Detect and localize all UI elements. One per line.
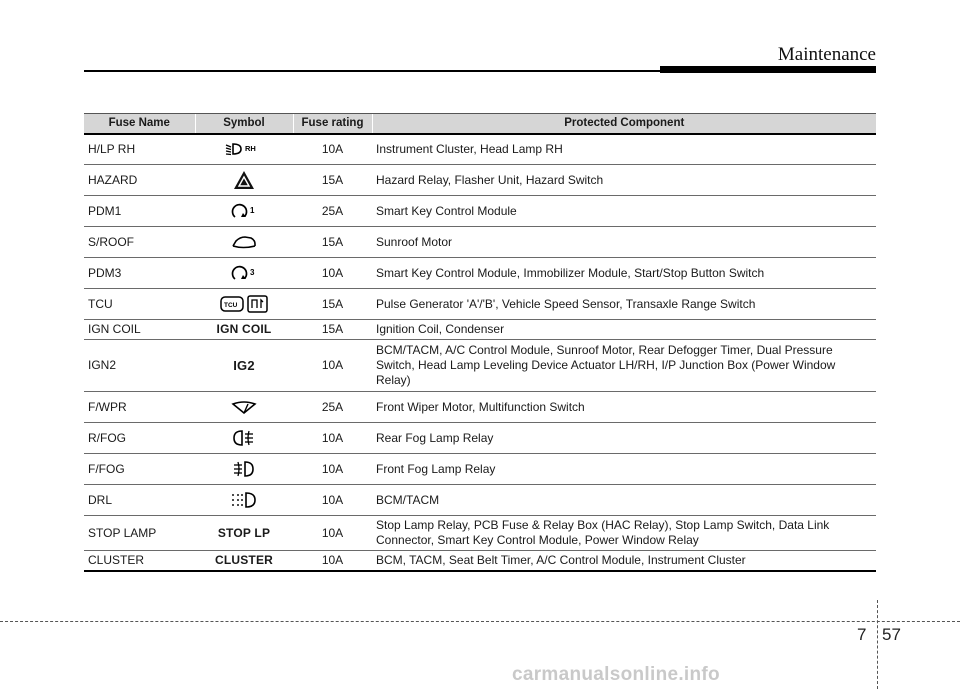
fuse-symbol	[195, 227, 293, 258]
header-rule-bold	[660, 66, 876, 73]
symbol-label: RH	[245, 144, 256, 154]
header-rule	[84, 70, 664, 72]
fuse-symbol	[195, 289, 293, 320]
fuse-symbol	[195, 165, 293, 196]
watermark: carmanualsonline.info	[512, 664, 720, 685]
column-header-symbol: Symbol	[195, 114, 293, 134]
fuse-symbol	[195, 134, 293, 165]
table-row	[84, 485, 876, 516]
table-row	[84, 289, 876, 320]
fuse-symbol	[195, 392, 293, 423]
sunroof-icon	[231, 234, 257, 250]
footer-divider	[877, 600, 878, 689]
fuse-symbol	[195, 516, 293, 551]
symbol-label: TCU	[224, 302, 238, 309]
fuse-name: F/WPR	[84, 392, 195, 423]
front-fog-icon	[231, 460, 257, 478]
protected-component: BCM, TACM, Seat Belt Timer, A/C Control Module, Instrument Cluster	[372, 551, 876, 572]
protected-component: Front Wiper Motor, Multifunction Switch	[372, 392, 876, 423]
table-row	[84, 258, 876, 289]
symbol-label: 1	[250, 206, 255, 215]
fuse-name: H/LP RH	[84, 134, 195, 165]
symbol-label: IG2	[233, 357, 255, 373]
fuse-table	[84, 113, 876, 572]
table-header-row	[84, 114, 876, 134]
headlamp-rh-icon	[224, 141, 264, 157]
fuse-rating: 10A	[293, 516, 372, 551]
power-module-icon	[228, 264, 260, 282]
fuse-rating: 25A	[293, 196, 372, 227]
protected-component: Stop Lamp Relay, PCB Fuse & Relay Box (HAC Relay), Stop Lamp Switch, Data Link Connector, Smart Key Control Module, Power Window Relay	[372, 516, 876, 551]
protected-component: Smart Key Control Module	[372, 196, 876, 227]
fuse-name: S/ROOF	[84, 227, 195, 258]
protected-component: BCM/TACM, A/C Control Module, Sunroof Motor, Rear Defogger Timer, Dual Pressure Switch, Head Lamp Leveling Device Actuator LH/RH, I/P Junction Box (Power Window Relay)	[372, 340, 876, 392]
fuse-symbol	[195, 551, 293, 572]
fuse-name: PDM1	[84, 196, 195, 227]
fuse-name: F/FOG	[84, 454, 195, 485]
symbol-label: CLUSTER	[214, 553, 274, 567]
fuse-symbol	[195, 320, 293, 340]
protected-component: Pulse Generator 'A'/'B', Vehicle Speed Sensor, Transaxle Range Switch	[372, 289, 876, 320]
power-module-icon	[228, 202, 260, 220]
protected-component: Front Fog Lamp Relay	[372, 454, 876, 485]
table-row	[84, 134, 876, 165]
fuse-symbol	[195, 196, 293, 227]
fuse-name: CLUSTER	[84, 551, 195, 572]
fuse-name: DRL	[84, 485, 195, 516]
protected-component: Smart Key Control Module, Immobilizer Module, Start/Stop Button Switch	[372, 258, 876, 289]
fuse-name: PDM3	[84, 258, 195, 289]
protected-component: Rear Fog Lamp Relay	[372, 423, 876, 454]
fuse-symbol	[195, 485, 293, 516]
fuse-symbol	[195, 454, 293, 485]
column-header-protected-component: Protected Component	[372, 114, 876, 134]
fuse-rating: 25A	[293, 392, 372, 423]
protected-component: Sunroof Motor	[372, 227, 876, 258]
table-row	[84, 423, 876, 454]
fuse-rating: 15A	[293, 320, 372, 340]
fuse-symbol	[195, 340, 293, 392]
fuse-rating: 10A	[293, 454, 372, 485]
fuse-symbol	[195, 258, 293, 289]
protected-component: BCM/TACM	[372, 485, 876, 516]
fuse-rating: 10A	[293, 134, 372, 165]
column-header-fuse-name: Fuse Name	[84, 114, 195, 134]
front-wiper-icon	[231, 399, 257, 415]
protected-component: Hazard Relay, Flasher Unit, Hazard Switch	[372, 165, 876, 196]
chapter-number: 7	[857, 625, 867, 644]
table-row	[84, 516, 876, 551]
fuse-rating: 10A	[293, 423, 372, 454]
fuse-name: TCU	[84, 289, 195, 320]
fuse-rating: 10A	[293, 551, 372, 572]
fuse-symbol	[195, 423, 293, 454]
fuse-rating: 10A	[293, 485, 372, 516]
fuse-name: STOP LAMP	[84, 516, 195, 551]
page-number: 57	[882, 625, 901, 644]
section-title: Maintenance	[777, 44, 876, 65]
column-header-fuse-rating: Fuse rating	[293, 114, 372, 134]
table-row	[84, 551, 876, 572]
table-row	[84, 320, 876, 340]
table-row	[84, 340, 876, 392]
fuse-rating: 10A	[293, 258, 372, 289]
fuse-name: HAZARD	[84, 165, 195, 196]
symbol-label: 3	[250, 268, 255, 277]
rear-fog-icon	[231, 429, 257, 447]
table-row	[84, 227, 876, 258]
protected-component: Ignition Coil, Condenser	[372, 320, 876, 340]
table-row	[84, 165, 876, 196]
hazard-triangle-icon	[233, 170, 255, 190]
table-row	[84, 196, 876, 227]
footer-rule	[0, 621, 960, 622]
protected-component: Instrument Cluster, Head Lamp RH	[372, 134, 876, 165]
tcu-gear-icon	[218, 294, 270, 314]
symbol-label: IGN COIL	[216, 322, 272, 336]
fuse-name: R/FOG	[84, 423, 195, 454]
table-row	[84, 454, 876, 485]
fuse-rating: 15A	[293, 227, 372, 258]
fuse-name: IGN COIL	[84, 320, 195, 340]
fuse-rating: 15A	[293, 165, 372, 196]
fuse-rating: 10A	[293, 340, 372, 392]
table-row	[84, 392, 876, 423]
fuse-rating: 15A	[293, 289, 372, 320]
drl-lamp-icon	[230, 491, 258, 509]
fuse-name: IGN2	[84, 340, 195, 392]
symbol-label: STOP LP	[217, 525, 271, 540]
